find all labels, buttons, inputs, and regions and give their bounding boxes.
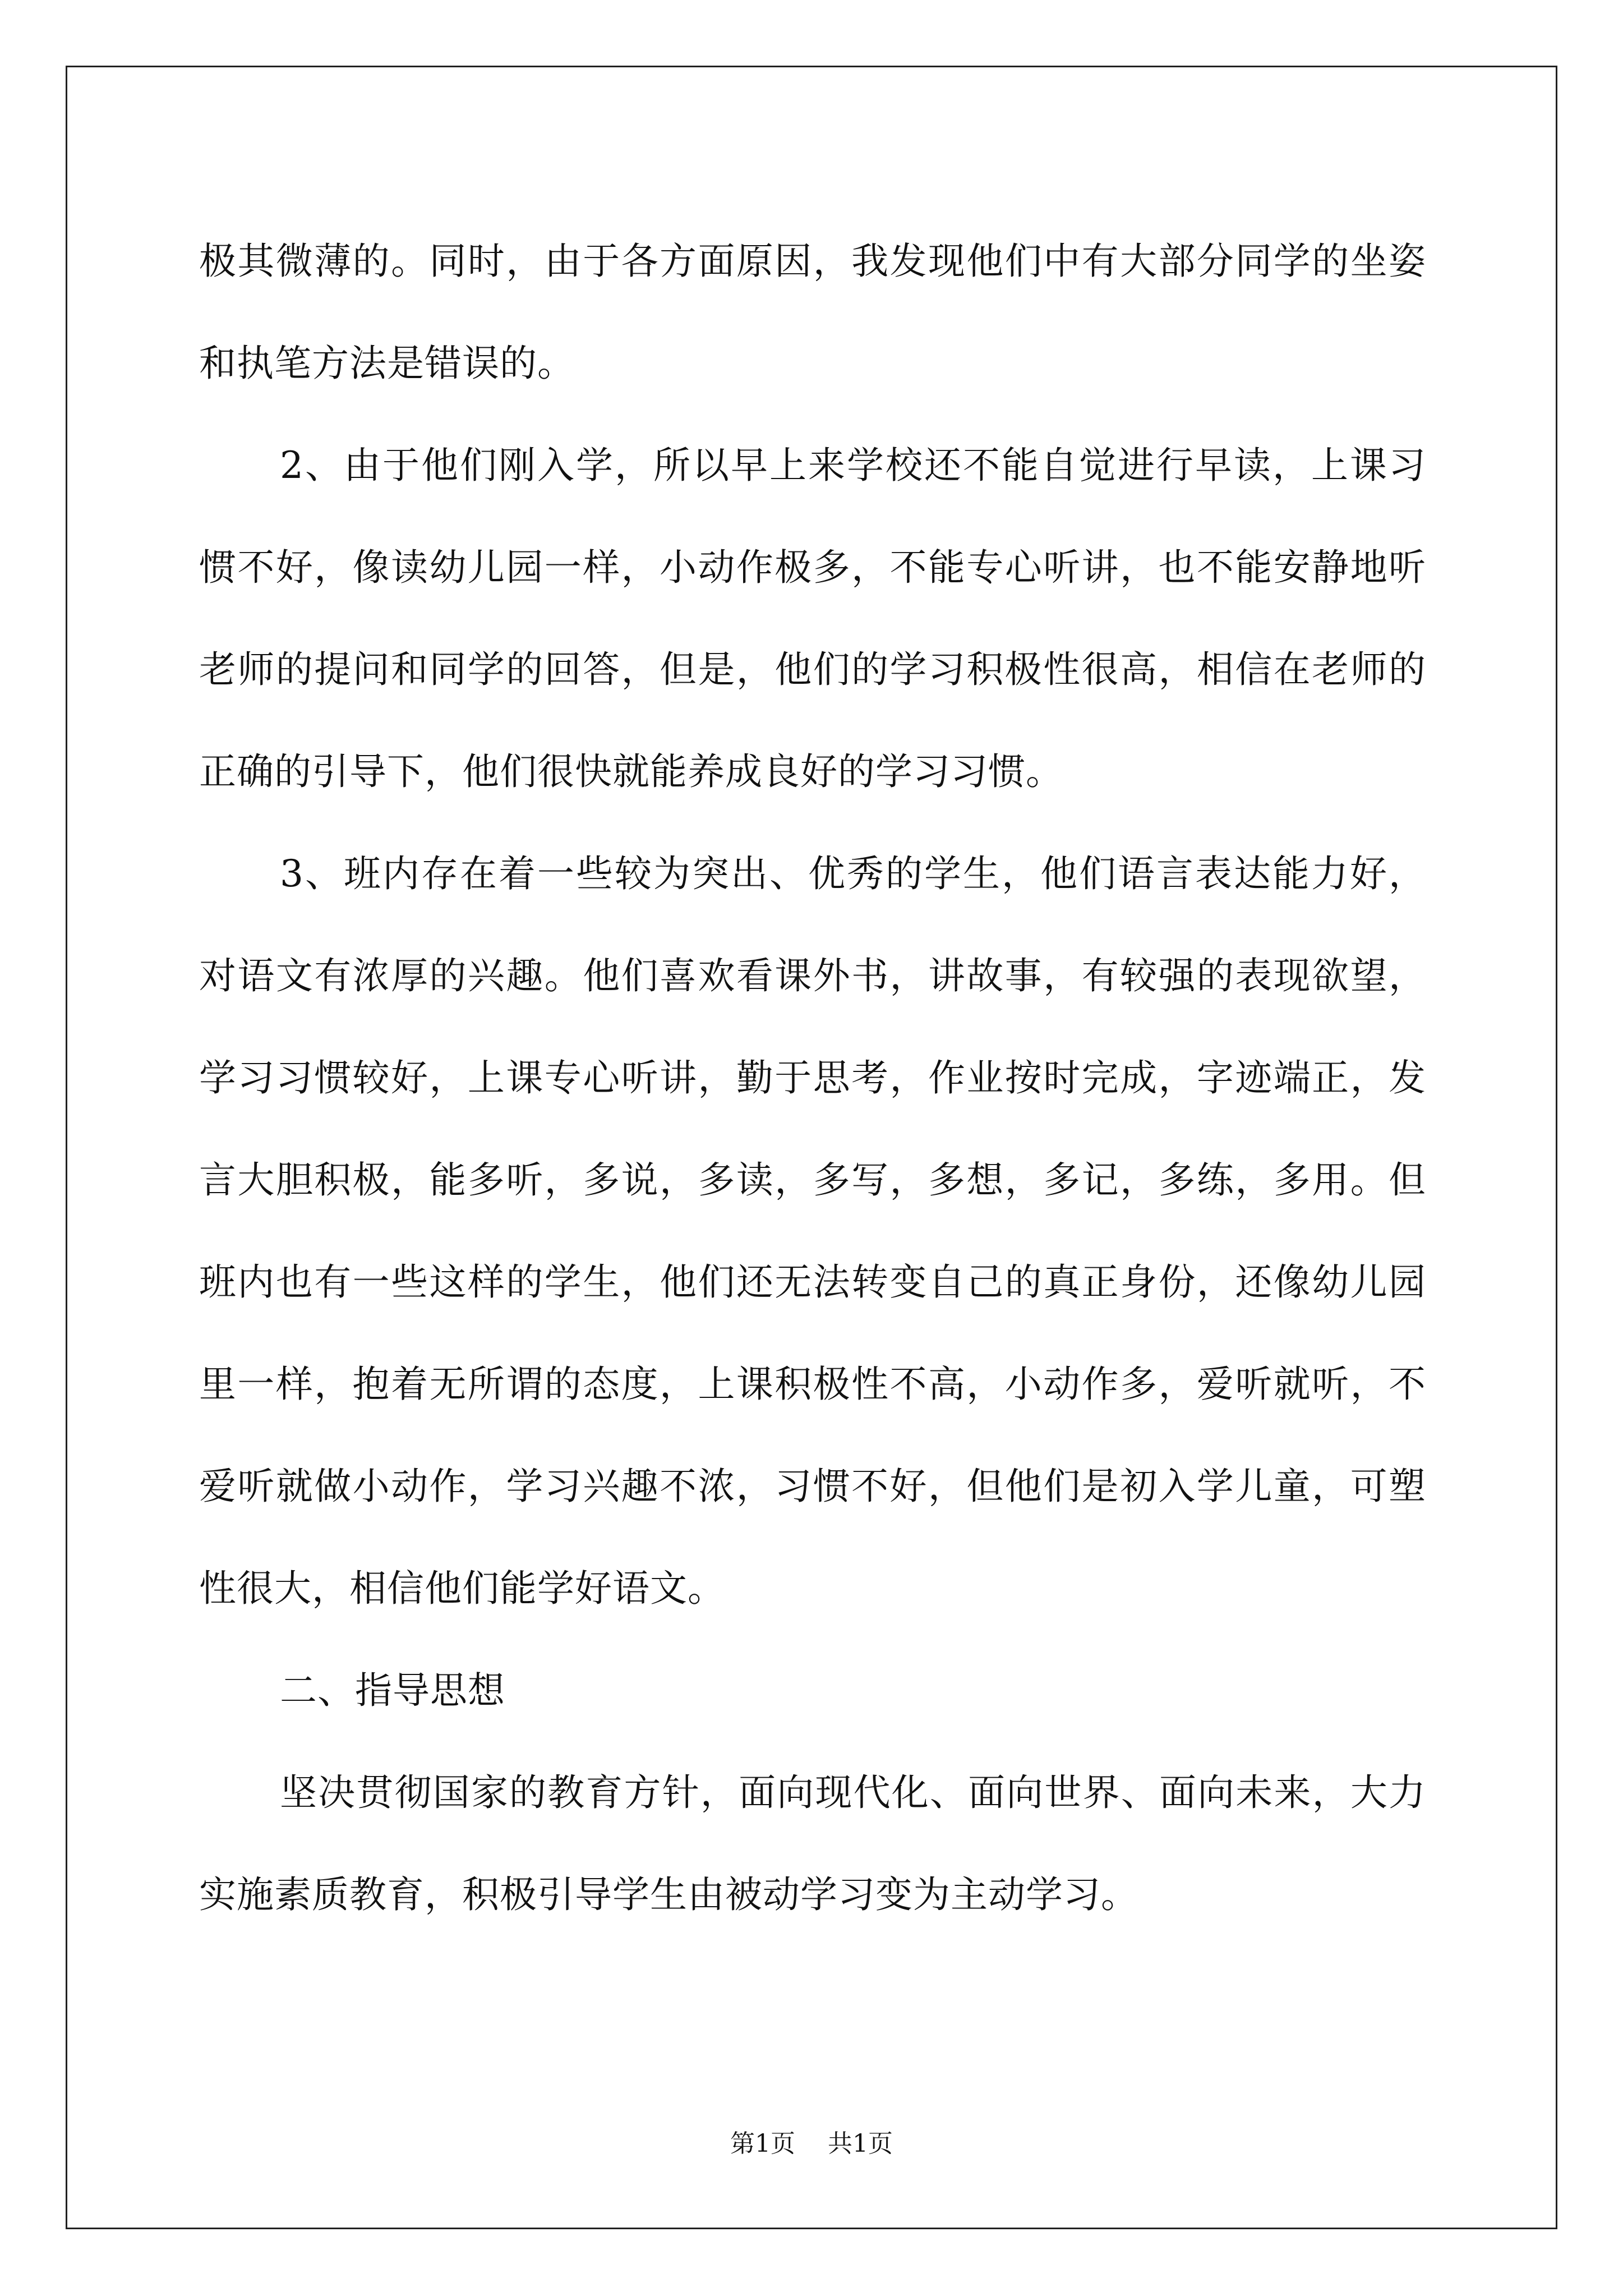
page-number: 第1页: [730, 2129, 795, 2158]
paragraph-1: 极其微薄的。同时，由于各方面原因，我发现他们中有大部分同学的坐姿和执笔方法是错误的。: [199, 240, 1426, 385]
page-total: 共1页: [828, 2129, 893, 2158]
paragraph-3: 3、班内存在着一些较为突出、优秀的学生，他们语言表达能力好，对语文有浓厚的兴趣。他们喜欢看课外书，讲故事，有较强的表现欲望，学习习惯较好，上课专心听讲，勤于思考，作业按时完成，字迹端正，发言大胆积极，能多听，多说，多读，多写，多想，多记，多练，多用。但班内也有一些这样的学生，他们还无法转变自己的真正身份，还像幼儿园里一样，抱着无所谓的态度，上课积极性不高，小动作多，爱听就听，不爱听就做小动作，学习兴趣不浓，习惯不好，但他们是初入学儿童，可塑性很大，相信他们能学好语文。: [199, 852, 1426, 1610]
page-footer: [0, 2127, 1623, 2161]
section-heading-guiding-ideology: 二、指导思想: [280, 1669, 505, 1712]
document-body: [199, 210, 1426, 1946]
paragraph-2: 2、由于他们刚入学，所以早上来学校还不能自觉进行早读，上课习惯不好，像读幼儿园一样，小动作极多，不能专心听讲，也不能安静地听老师的提问和同学的回答，但是，他们的学习积极性很高，相信在老师的正确的引导下，他们很快就能养成良好的学习习惯。: [199, 444, 1426, 793]
paragraph-5: 坚决贯彻国家的教育方针，面向现代化、面向世界、面向未来，大力实施素质教育，积极引导学生由被动学习变为主动学习。: [199, 1771, 1426, 1916]
